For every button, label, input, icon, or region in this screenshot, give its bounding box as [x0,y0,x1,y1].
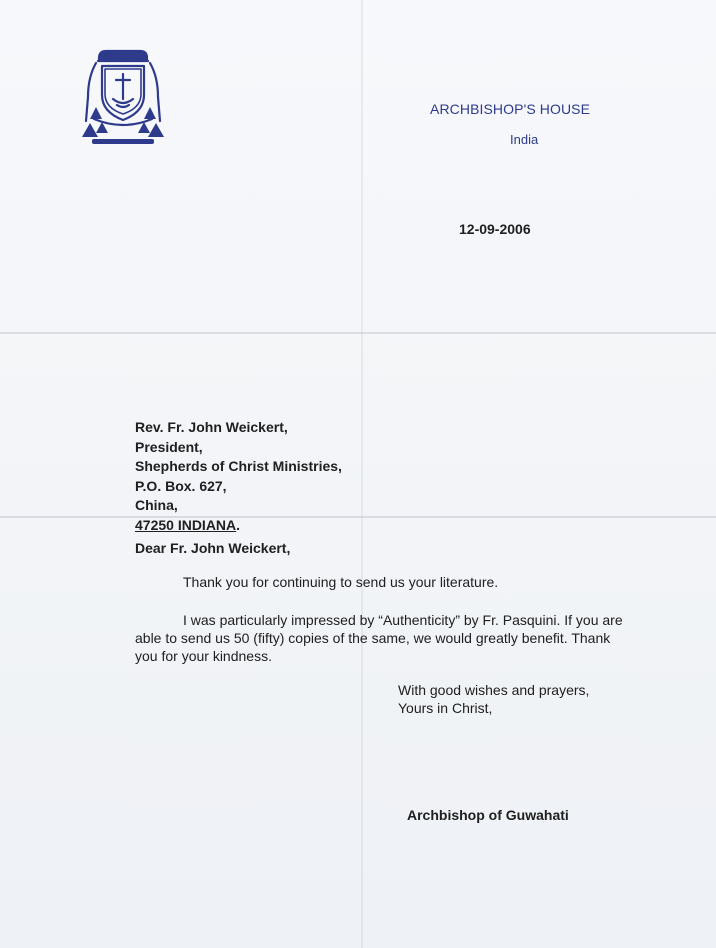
closing-block [398,681,589,717]
address-line [135,516,342,536]
recipient-address [135,418,342,535]
signature-title: Archbishop of Guwahati [407,807,569,823]
salutation: Dear Fr. John Weickert, [135,540,291,556]
address-line: China, [135,497,178,513]
body-paragraph-2: I was particularly impressed by “Authenticity” by Fr. Pasquini. If you are able to send us 50 (fifty) copies of the same, we would greatly benefit. Thank you for your kindness. [135,612,623,664]
coat-of-arms-icon [78,43,168,148]
paper-fold-horizontal-lower [0,516,716,518]
closing-line-1: With good wishes and prayers, [398,682,590,698]
letterhead-country: India [510,132,539,147]
address-line: P.O. Box. 627, [135,477,227,494]
letter-date: 12-09-2006 [459,221,531,237]
closing-line-2: Yours in Christ, [398,700,493,716]
postal-code-line: 47250 INDIANA [135,516,237,533]
paper-fold-horizontal-upper [0,332,716,334]
body-paragraph-1: Thank you for continuing to send us your literature. [183,574,499,590]
paper-fold-vertical [361,0,363,948]
address-line: President, [135,438,203,455]
address-line: Shepherds of Christ Ministries, [135,458,342,474]
letterhead-org-name: ARCHBISHOP'S HOUSE [430,101,591,117]
address-period: . [236,516,241,533]
address-line: Rev. Fr. John Weickert, [135,419,288,435]
